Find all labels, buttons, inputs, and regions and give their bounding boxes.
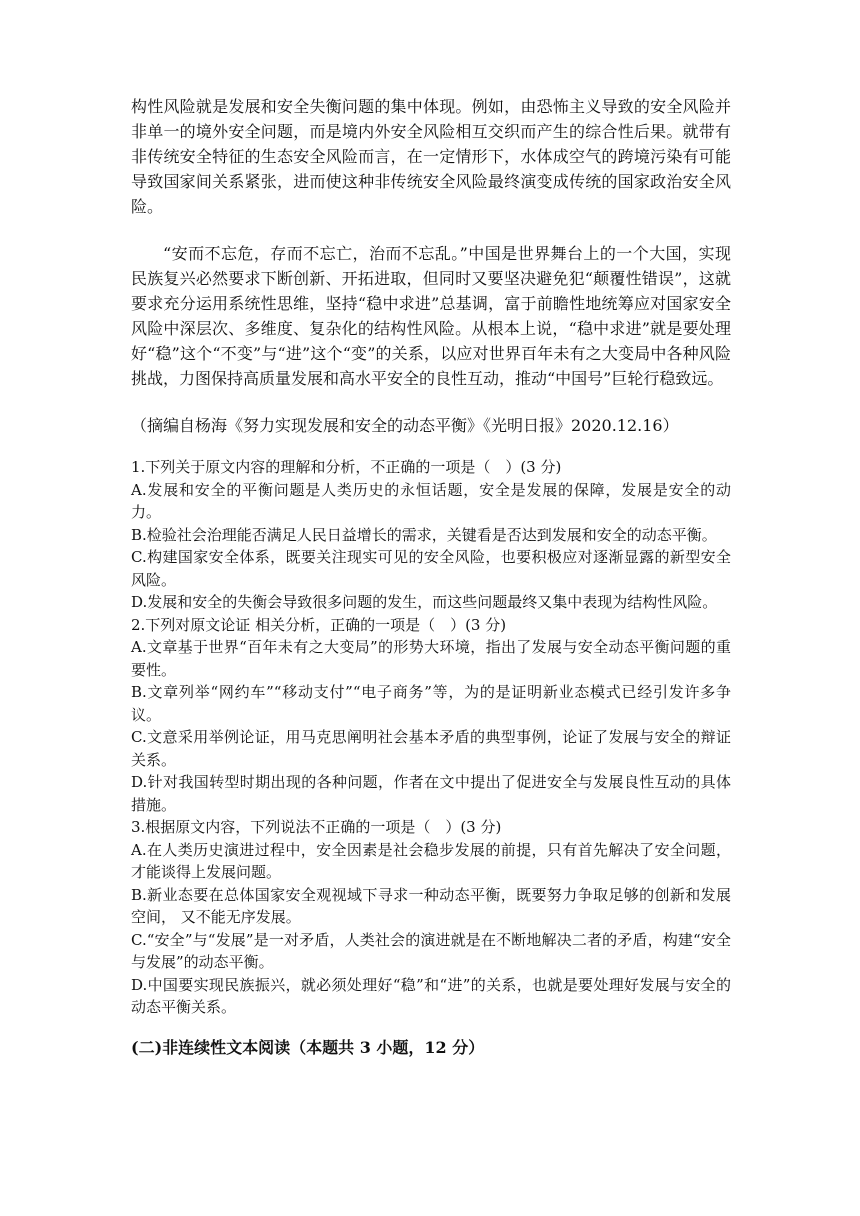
spacer bbox=[131, 1019, 731, 1035]
option-d: D.中国要实现民族振兴，就必须处理好“稳”和“进”的关系，也就是要处理好发展与安全的动态平衡关系。 bbox=[131, 975, 731, 1016]
spacer bbox=[131, 391, 731, 413]
spacer bbox=[131, 219, 731, 241]
question-stem: 2.下列对原文论证 相关分析，正确的一项是（ ）(3 分) bbox=[131, 615, 507, 634]
option-b: B.检验社会治理能否满足人民日益增长的需求，关键看是否达到发展和安全的动态平衡。 bbox=[131, 525, 717, 544]
option-a: A.发展和安全的平衡问题是人类历史的永恒话题，安全是发展的保障，发展是安全的动力。 bbox=[131, 480, 731, 521]
question-stem: 3.根据原文内容，下列说法不正确的一项是（ ）(3 分) bbox=[131, 818, 502, 836]
spacer bbox=[131, 438, 731, 456]
question-2 bbox=[131, 614, 731, 817]
question-stem: 1.下列关于原文内容的理解和分析，不正确的一项是（ ）(3 分) bbox=[131, 458, 562, 476]
option-b: B.新业态要在总体国家安全观视域下寻求一种动态平衡，既要努力争取足够的创新和发展空间， 又不能无序发展。 bbox=[131, 885, 731, 926]
question-3 bbox=[131, 816, 731, 1019]
question-1 bbox=[131, 456, 731, 614]
passage-paragraph-1: 构性风险就是发展和安全失衡问题的集中体现。例如，由恐怖主义导致的安全风险并非单一的境外安全问题，而是境内外安全风险相互交织而产生的综合性后果。就带有非传统安全特征的生态安全风险而言，在一定情形下，水体成空气的跨境污染有可能导致国家间关系紧张，进而使这种非传统安全风险最终演变成传统的国家政治安全风险。 bbox=[131, 97, 731, 216]
option-a: A.在人类历史演进过程中，安全因素是社会稳步发展的前提，只有首先解决了安全问题，才能谈得上发展问题。 bbox=[131, 840, 731, 881]
section-heading: (二)非连续性文本阅读（本题共 3 小题，12 分） bbox=[131, 1037, 485, 1057]
option-d: D.针对我国转型时期出现的各种问题，作者在文中提出了促进安全与发展良性互动的具体措施。 bbox=[131, 773, 731, 814]
option-c: C.构建国家安全体系，既要关注现实可见的安全风险，也要积极应对逐渐显露的新型安全风险。 bbox=[131, 548, 731, 589]
option-c: C.文意采用举例论证，用马克思阐明社会基本矛盾的典型事例，论证了发展与安全的辩证关系。 bbox=[131, 728, 731, 769]
option-d: D.发展和安全的失衡会导致很多问题的发生，而这些问题最终又集中表现为结构性风险。 bbox=[131, 593, 718, 611]
option-a: A.文章基于世界“百年未有之大变局”的形势大环境，指出了发展与安全动态平衡问题的重要性。 bbox=[131, 638, 731, 679]
document-page bbox=[131, 94, 731, 1060]
source-citation: （摘编自杨海《努力实现发展和安全的动态平衡》《光明日报》2020.12.16） bbox=[131, 416, 679, 435]
option-b: B.文章列举“网约车”“移动支付”“电子商务”等，为的是证明新业态模式已经引发许多争议。 bbox=[131, 683, 731, 724]
option-c: C.“安全”与“发展”是一对矛盾，人类社会的演进就是在不断地解决二者的矛盾，构建“安全与发展”的动态平衡。 bbox=[131, 930, 731, 971]
passage-paragraph-2: “安而不忘危，存而不忘亡，治而不忘乱。”中国是世界舞台上的一个大国，实现民族复兴必然要求下断创新、开拓进取，但同时又要坚决避免犯“颠覆性错误”，这就要求充分运用系统性思维，坚持“稳中求进”总基调，富于前瞻性地统筹应对国家安全风险中深层次、多维度、复杂化的结构性风险。从根本上说，“稳中求进”就是要处理好“稳”这个“不变”与“进”这个“变”的关系，以应对世界百年未有之大变局中各种风险挑战，力图保持高质量发展和高水平安全的良性互动，推动“中国号”巨轮行稳致远。 bbox=[131, 244, 731, 388]
